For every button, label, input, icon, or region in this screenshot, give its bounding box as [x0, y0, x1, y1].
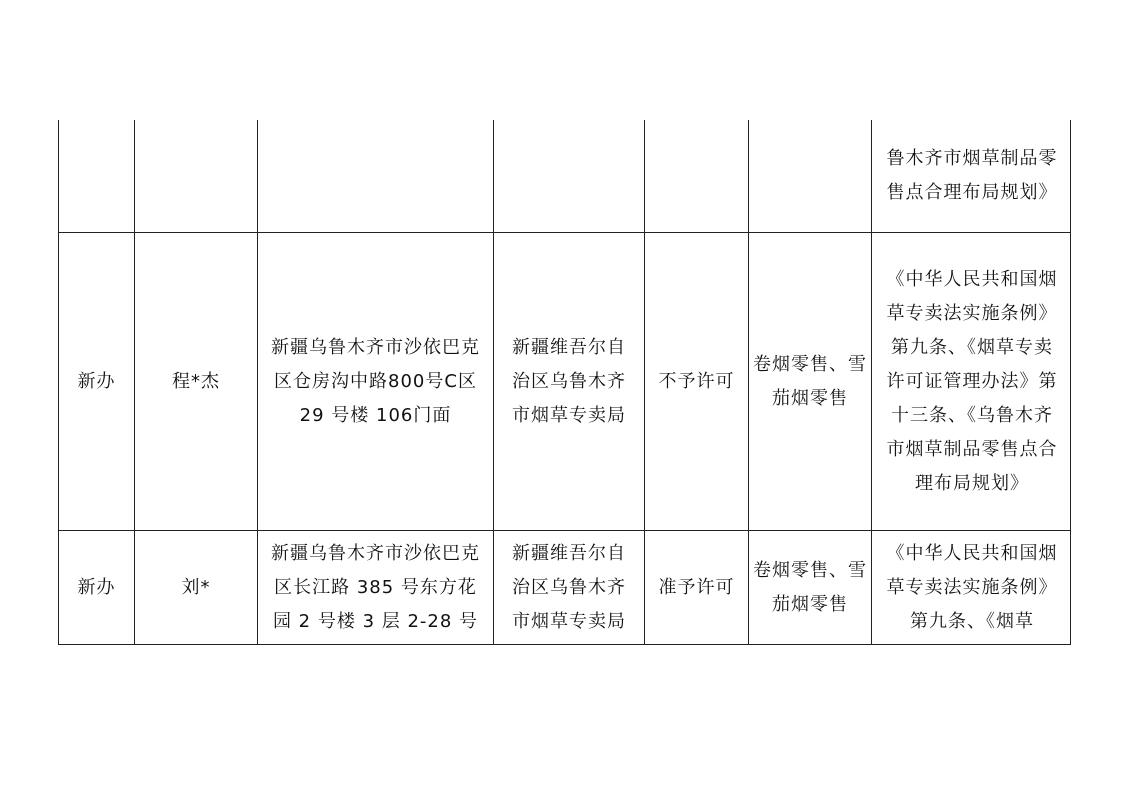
name-cell: [135, 120, 258, 233]
table-row: [59, 233, 1071, 531]
type-cell: [59, 120, 135, 233]
address-cell: [258, 120, 494, 233]
scope-cell: 卷烟零售、雪茄烟零售: [749, 233, 872, 531]
decision-cell: 准予许可: [645, 531, 749, 645]
name-cell: 程*杰: [135, 233, 258, 531]
organ-cell: 新疆维吾尔自治区乌鲁木齐市烟草专卖局: [494, 531, 645, 645]
type-cell: 新办: [59, 233, 135, 531]
table-row: [59, 120, 1071, 233]
basis-text: 《中华人民共和国烟草专卖法实施条例》第九条、《烟草专卖许可证管理办法》第十三条、《乌鲁木齐市烟草制品零售点合理布局规划》: [886, 268, 1058, 494]
basis-text: 《中华人民共和国烟草专卖法实施条例》第九条、《烟草: [886, 542, 1058, 632]
organ-cell: [494, 120, 645, 233]
decision-cell: 不予许可: [645, 233, 749, 531]
table-row: [59, 531, 1071, 645]
scope-cell: 卷烟零售、雪茄烟零售: [749, 531, 872, 645]
name-cell: 刘*: [135, 531, 258, 645]
organ-cell: 新疆维吾尔自治区乌鲁木齐市烟草专卖局: [494, 233, 645, 531]
address-cell: 新疆乌鲁木齐市沙依巴克区仓房沟中路800号C区 29 号楼 106门面: [258, 233, 494, 531]
type-cell: 新办: [59, 531, 135, 645]
basis-cell: [872, 531, 1071, 645]
basis-text: 鲁木齐市烟草制品零售点合理布局规划》: [886, 148, 1058, 203]
address-cell: 新疆乌鲁木齐市沙依巴克区长江路 385 号东方花园 2 号楼 3 层 2-28 号: [258, 531, 494, 645]
license-table: [58, 120, 1071, 645]
basis-cell: [872, 233, 1071, 531]
basis-cell: [872, 120, 1071, 233]
scope-cell: [749, 120, 872, 233]
decision-cell: [645, 120, 749, 233]
